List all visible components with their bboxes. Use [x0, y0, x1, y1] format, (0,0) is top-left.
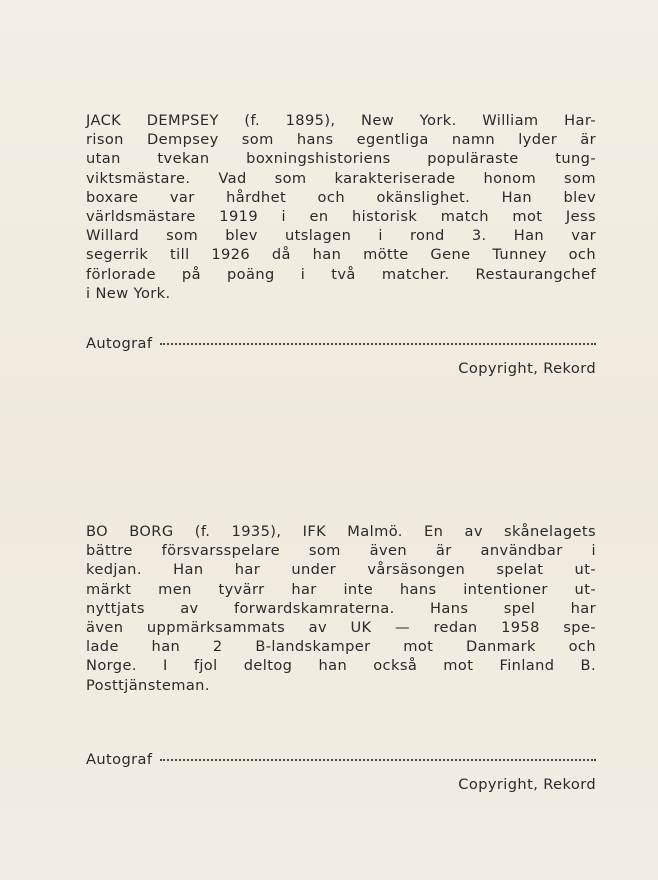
entry-jack-dempsey — [86, 111, 596, 377]
copyright-text: Copyright, Rekord — [458, 775, 596, 793]
bio-line: boxare var hårdhet och okänslighet. Han blev — [86, 188, 596, 206]
bio-line: utan tvekan boxningshistoriens populäraste tung- — [86, 150, 596, 168]
bio-line: segerrik till 1926 då han mötte Gene Tunney och — [86, 246, 596, 264]
bio-line: rison Dempsey som hans egentliga namn lyder är — [86, 131, 596, 149]
bio-line: bättre försvarsspelare som även är användbar i — [86, 542, 596, 560]
bio-line: lade han 2 B-landskamper mot Danmark och — [86, 638, 596, 656]
copyright-text: Copyright, Rekord — [458, 360, 596, 378]
bio-line: nyttjats av forwardskamraterna. Hans spel har — [86, 599, 596, 617]
bio-line: Norge. I fjol deltog han också mot Finland B. — [86, 657, 596, 675]
autograf-dotted-line — [160, 343, 596, 345]
entry-bo-borg — [86, 522, 596, 793]
autograf-label: Autograf — [86, 750, 153, 768]
biography-text — [86, 522, 596, 695]
autograf-line — [86, 335, 596, 352]
bio-line: även uppmärksammats av UK — redan 1958 spe- — [86, 619, 596, 637]
autograf-line — [86, 751, 596, 768]
bio-line: viktsmästare. Vad som karakteriserade honom som — [86, 169, 596, 187]
autograf-dotted-line — [160, 759, 596, 761]
bio-line: Willard som blev utslagen i rond 3. Han var — [86, 227, 596, 245]
bio-line: BO BORG (f. 1935), IFK Malmö. En av skånelagets — [86, 523, 596, 540]
bio-line: märkt men tyvärr har inte hans intentioner ut- — [86, 580, 596, 598]
bio-line: förlorade på poäng i två matcher. Restaurangchef — [86, 265, 596, 283]
bio-line: i New York. — [86, 284, 171, 302]
bio-line: världsmästare 1919 i en historisk match mot Jess — [86, 208, 596, 226]
bio-line: kedjan. Han har under vårsäsongen spelat ut- — [86, 561, 596, 579]
bio-line: Posttjänsteman. — [86, 676, 210, 694]
biography-text — [86, 111, 596, 303]
autograf-label: Autograf — [86, 335, 153, 353]
bio-line: JACK DEMPSEY (f. 1895), New York. William Har- — [86, 112, 596, 129]
